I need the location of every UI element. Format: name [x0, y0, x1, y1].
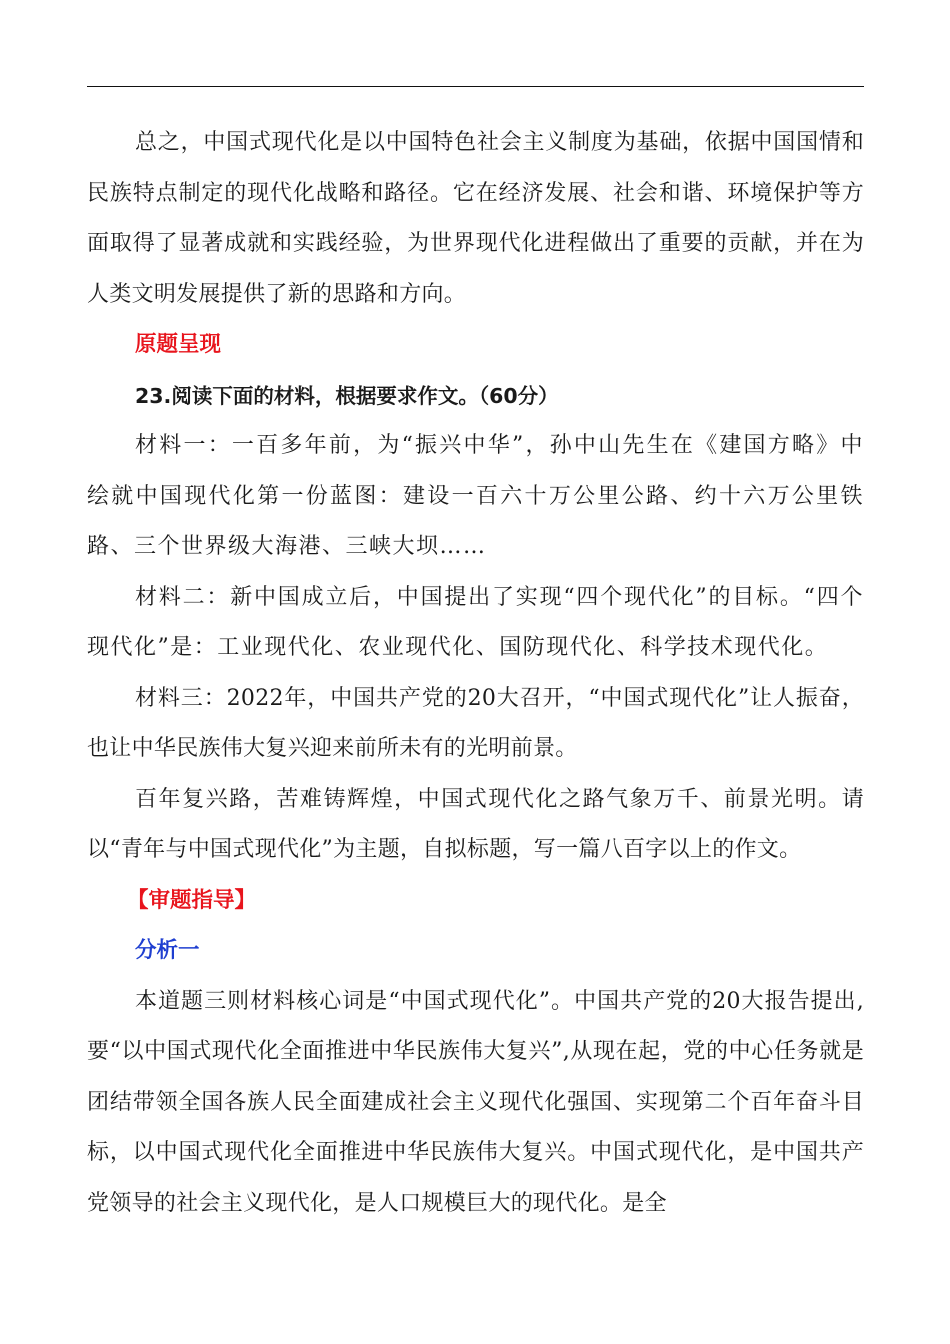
summary-paragraph: 总之，中国式现代化是以中国特色社会主义制度为基础，依据中国国情和民族特点制定的现代化战略和路径。它在经济发展、社会和谐、环境保护等方面取得了显著成就和实践经验，为世界现代化进程做出了重要的贡献，并在为人类文明发展提供了新的思路和方向。: [87, 130, 864, 307]
section-heading-original: 原题呈现: [135, 332, 222, 357]
material-paragraph: 材料三：2022年，中国共产党的20大召开，“中国式现代化”让人振奋，也让中华民族伟大复兴迎来前所未有的光明前景。: [87, 685, 864, 761]
material-paragraph: 材料二：新中国成立后，中国提出了实现“四个现代化”的目标。“四个现代化”是：工业现代化、农业现代化、国防现代化、科学技术现代化。: [87, 584, 864, 660]
material-paragraph: 材料一：一百多年前，为“振兴中华”，孙中山先生在《建国方略》中绘就中国现代化第一份蓝图：建设一百六十万公里公路、约十六万公里铁路、三个世界级大海港、三峡大坝……: [87, 433, 864, 559]
section-heading-analysis: 分析一: [135, 938, 200, 963]
prompt-paragraph: 百年复兴路，苦难铸辉煌，中国式现代化之路气象万千、前景光明。请以“青年与中国式现代化”为主题，自拟标题，写一篇八百字以上的作文。: [87, 786, 864, 862]
question-title: 23.阅读下面的材料，根据要求作文。（60分）: [135, 383, 559, 408]
header-rule: [87, 86, 864, 87]
analysis-paragraph: 本道题三则材料核心词是“中国式现代化”。中国共产党的20大报告提出,要“以中国式现代化全面推进中华民族伟大复兴”,从现在起，党的中心任务就是团结带领全国各族人民全面建成社会主义现代化强国、实现第二个百年奋斗目标，以中国式现代化全面推进中华民族伟大复兴。中国式现代化，是中国共产党领导的社会主义现代化，是人口规模巨大的现代化。是全: [87, 988, 864, 1216]
section-heading-guidance: 【审题指导】: [127, 887, 257, 913]
document-body: [87, 118, 864, 1229]
